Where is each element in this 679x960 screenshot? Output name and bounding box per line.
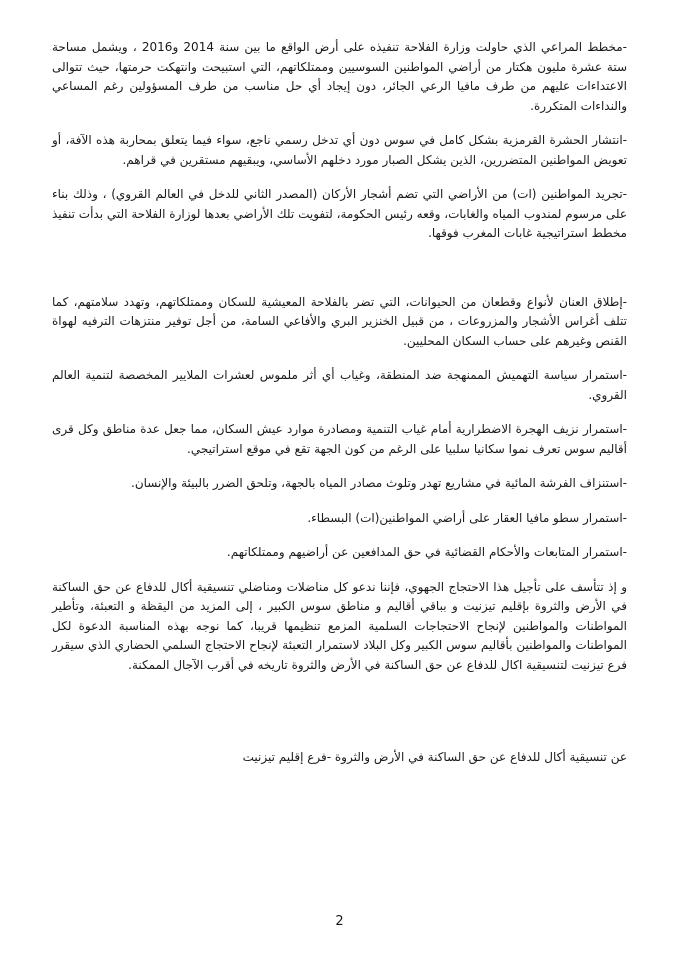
page-number: 2 bbox=[335, 914, 344, 929]
paragraph-land-mafia: -استمرار سطو مافيا العقار على أراضي المواطنين(ات) البسطاء. bbox=[307, 510, 627, 525]
paragraph-argan-lands: -تجريد المواطنين (ات) من الأراضي التي تضم أشجار الأركان (المصدر الثاني للدخل في العالم القروي) ، وذلك بناء على مرسوم لمندوب المياه والغابات، وقعه رئيس الحكومة، لتفويت تلك الأراضي بعدها لوزارة الفلاحة التي بدأت تنفيذ مخطط استراتيجية غابات المغرب فوقها. bbox=[52, 187, 627, 240]
paragraph-migration: -استمرار نزيف الهجرة الاضطرارية أمام غياب التنمية ومصادرة موارد عيش السكان، مما جعل عدة مناطق وكل قرى أقاليم سوس تعرف نموا سكانيا سلبيا على الرغم من كون الجهة تقع في موقع استراتيجي. bbox=[52, 422, 627, 456]
paragraph-marginalization: -استمرار سياسة التهميش الممنهجة ضد المنطقة، وغياب أي أثر ملموس لعشرات الملايير المخصصة لتنمية العالم القروي. bbox=[52, 368, 627, 402]
document-body bbox=[52, 38, 627, 675]
paragraph-grazing-plan: -مخطط المراعي الذي حاولت وزارة الفلاحة تنفيذه على أرض الواقع ما بين سنة 2014 و2016 ، ويشمل مساحة ستة عشرة مليون هكتار من أراضي المواطنين السوسيين وممتلكاتهم، التي استبيحت وانتهكت حرمتها، حيث تتوالى الاعتداءات عليهم من طرف مافيا الرعي الجائر، دون إيجاد أي حل مناسب من طرف المسؤولين رغم المساعي والنداءات المتكررة. bbox=[52, 40, 628, 113]
paragraph-wild-animals: -إطلاق العنان لأنواع وقطعان من الحيوانات، التي تضر بالفلاحة المعيشية للسكان وممتلكاتهم، وتهدد سلامتهم، كما تتلف أغراس الأشجار والمزروعات ، من قبيل الخنزير البري والأفاعي السامة، من أجل توفير منتزهات الترفيه لهواة القنص وغيرهم على حساب السكان المحليين. bbox=[52, 294, 627, 348]
signature-line: عن تنسيقية أكال للدفاع عن حق الساكنة في الأرض والثروة -فرع إقليم تيزنيت bbox=[242, 750, 627, 764]
paragraph-cochineal-insect: -انتشار الحشرة القرمزية بشكل كامل في سوس دون أي تدخل رسمي ناجع، سواء فيما يتعلق بمحاربة هذه الآفة، أو تعويض المواطنين المتضررين، الذين يشكل الصبار مورد دخلهم الأساسي، ويبقيهم مستقرين في قراهم. bbox=[52, 133, 627, 167]
paragraph-call-to-action: و إذ تتأسف على تأجيل هذا الاحتجاج الجهوي، فإننا ندعو كل مناضلات ومناضلي تنسيقية أكال للدفاع عن حق الساكنة في الأرض والثروة بإقليم تيزنيت و بباقي أقاليم و مناطق سوس الكبير ، إلى المزيد من اليقظة و التعبئة، وتأطير المواطنات والمواطنين لإنجاح الاحتجاجات السلمية المزمع تنظيمها قريبا، كما نوجه بهذه المناسبة الدعوة لكل المواطنات والمواطنين بأقاليم سوس الكبير وكل البلاد لاستمرار التعبئة لإنجاح الاحتجاج السلمي الحضاري الذي سيقرر فرع تيزنيت لتنسيقية اكال للدفاع عن حق الساكنة في الأرض والثروة تاريخه في أقرب الآجال الممكنة. bbox=[52, 579, 627, 672]
paragraph-groundwater: -استنزاف الفرشة المائية في مشاريع تهدر وتلوث مصادر المياه بالجهة، وتلحق الضرر بالبيئة والإنسان. bbox=[131, 476, 627, 490]
paragraph-prosecutions: -استمرار المتابعات والأحكام القضائية في حق المدافعين عن أراضيهم وممتلكاتهم. bbox=[226, 545, 627, 559]
